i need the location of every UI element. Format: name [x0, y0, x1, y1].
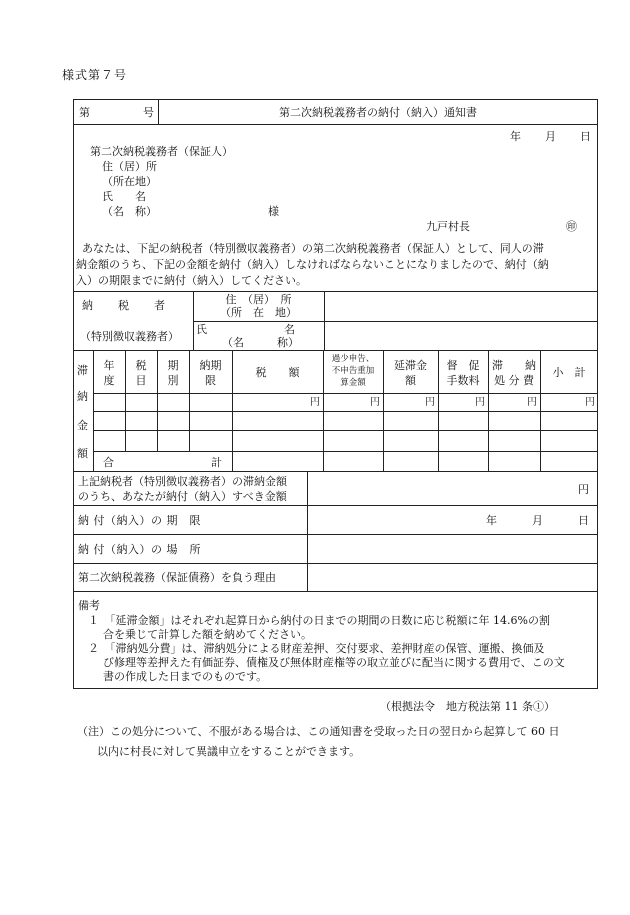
total-label-b: 計: [211, 456, 222, 469]
note-1-line-2: 合を乗じて計算した額を納めてください。: [103, 628, 312, 641]
header-zeigaku: 税 額: [255, 366, 300, 379]
seal-icon: ㊞: [566, 220, 577, 233]
header-zeimoku-1: 税: [135, 359, 147, 372]
recipient-name-label: 氏 名: [102, 190, 146, 203]
note-2-line-1: ２ 「滞納処分費」は、滞納処分による財産差押、交付要求、差押財産の保管、運搬、換価及: [88, 642, 545, 655]
taxpayer-name-sub: （名 称）: [222, 336, 299, 349]
note-2-line-2: び修理等差押えた有価証券、債権及び無体財産権等の取立並びに配当に関する費用で、この文: [103, 656, 565, 669]
body-line-3: 入）の期限までに納付（納入）してください。: [76, 274, 307, 287]
arrears-side-1: 滞: [77, 364, 88, 377]
header-shobun-1: 滞 納: [492, 359, 536, 372]
body-line-2: 納金額のうち、下記の金額を納付（納入）しなければならないことになりましたので、納付（納: [76, 258, 549, 271]
header-entai-2: 額: [405, 374, 416, 387]
deadline-year: 年: [486, 514, 497, 527]
deadline-label: 納 付（納入）の 期 限: [78, 514, 201, 527]
header-entai-1: 延滞金: [394, 359, 427, 372]
arrears-side-3: 金: [77, 419, 88, 432]
yen-zeigaku: 円: [310, 397, 320, 408]
deadline-month: 月: [532, 514, 543, 527]
sama-label: 様: [268, 205, 279, 218]
header-nendo-2: 度: [103, 374, 115, 387]
header-tokusoku-1: 督 促: [446, 359, 480, 372]
go-label: 号: [143, 106, 154, 119]
yen-tokusoku: 円: [475, 397, 485, 408]
yen-kashou: 円: [370, 397, 380, 408]
recipient-meisho-label: （名 称）: [102, 205, 157, 218]
taxpayer-name-label: 氏 名: [196, 323, 295, 336]
header-kibetsu-1: 期: [167, 359, 179, 372]
header-kigen-1: 納期: [199, 359, 222, 372]
note-1-line-1: １ 「延滞金額」はそれぞれ起算日から納付の日までの期間の日数に応じ税額に年 14.6%の割: [88, 614, 550, 627]
recipient-location-label: （所在地）: [102, 175, 157, 188]
reason-label: 第二次納税義務（保証債務）を負う理由: [78, 571, 276, 584]
document-title: 第二次納税義務者の納付（納入）通知書: [279, 106, 477, 119]
law-reference: （根拠法令 地方税法第 11 条①）: [380, 700, 555, 713]
amount-label-1: 上記納税者（特別徴収義務者）の滞納金額: [78, 475, 287, 488]
header-nendo-1: 年: [103, 359, 115, 372]
footer-note-1: （注）この処分について、不服がある場合は、この通知書を受取った日の翌日から起算して 60 日: [77, 725, 560, 738]
amount-label-2: のうち、あなたが納付（納入）すべき金額: [78, 490, 287, 503]
header-kibetsu-2: 別: [167, 374, 179, 387]
header-shokei: 小 計: [552, 366, 586, 379]
header-kashou-1: 過少申告、: [331, 354, 375, 364]
deadline-day: 日: [578, 514, 589, 527]
date-day: 日: [580, 130, 591, 143]
place-label: 納 付（納入）の 場 所: [78, 543, 201, 556]
form-number: 様式第７号: [62, 68, 128, 82]
date-month: 月: [545, 130, 556, 143]
recipient-label: 第二次納税義務者（保証人）: [90, 145, 233, 158]
recipient-address-label: 住（居）所: [102, 160, 157, 173]
taxpayer-label: 納 税 者: [82, 299, 166, 312]
arrears-side-4: 額: [77, 447, 88, 460]
total-label-a: 合: [103, 456, 114, 469]
mayor-label: 九戸村長: [426, 220, 470, 233]
yen-shobun: 円: [527, 397, 537, 408]
yen-shokei: 円: [585, 397, 595, 408]
notes-heading: 備考: [78, 599, 100, 612]
header-kashou-3: 算金額: [340, 378, 366, 388]
body-line-1: あなたは、下記の納税者（特別徴収義務者）の第二次納税義務者（保証人）として、同人の滞: [82, 242, 544, 255]
footer-note-2: 以内に村長に対して異議申立をすることができます。: [97, 745, 361, 758]
header-zeimoku-2: 目: [135, 374, 147, 387]
yen-entai: 円: [425, 397, 435, 408]
arrears-side-2: 納: [77, 390, 88, 403]
header-tokusoku-2: 手数料: [446, 374, 480, 387]
header-kigen-2: 限: [205, 374, 216, 387]
note-2-line-3: 書の作成した日までのものです。: [103, 670, 268, 683]
header-kashou-2: 不申告重加: [331, 366, 375, 376]
header-shobun-2: 処 分 費: [494, 374, 534, 387]
amount-yen: 円: [578, 483, 589, 496]
taxpayer-address-sub: （所 在 地）: [220, 306, 297, 319]
taxpayer-sub-label: （特別徴収義務者）: [80, 330, 179, 343]
date-year: 年: [510, 130, 521, 143]
number-label: 第: [79, 106, 90, 119]
taxpayer-address-label: 住 （居） 所: [225, 293, 292, 306]
